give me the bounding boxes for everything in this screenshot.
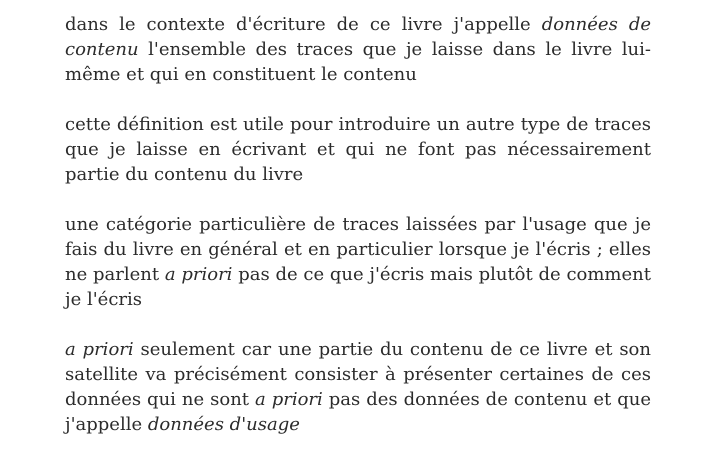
paragraph-1 [65, 12, 651, 87]
text-run: cette définition est utile pour introduire un autre type de traces que je laisse en écrivant et qui ne font pas nécessairement partie du contenu du livre [65, 114, 651, 185]
text-run: une catégorie particulière de traces laissées par l'usage que je fais du livre en général et en particulier lorsque je l'écris ; elles ne parlent [65, 214, 651, 285]
paragraph-3 [65, 212, 651, 312]
emphasis-donnees-de-contenu: données de contenu [65, 14, 652, 60]
paragraph-2 [65, 112, 651, 187]
emphasis-a-priori: a priori [65, 339, 134, 360]
emphasis-a-priori: a priori [255, 389, 323, 410]
document-body [65, 12, 651, 437]
emphasis-donnees-d-usage: données d'usage [147, 414, 300, 435]
text-run: l'ensemble des traces que je laisse dans le livre lui-même et qui en constituent le contenu [65, 39, 651, 85]
text-run: pas des données de contenu et que j'appelle [65, 389, 651, 435]
text-run: pas de ce que j'écris mais plutôt de comment je l'écris [65, 264, 651, 310]
paragraph-4 [65, 337, 651, 437]
emphasis-a-priori: a priori [164, 264, 233, 285]
text-run: seulement car une partie du contenu de ce livre et son satellite va précisément consister à présenter certaines de ces données qui ne sont [65, 339, 651, 410]
text-run: dans le contexte d'écriture de ce livre j'appelle [65, 14, 542, 35]
